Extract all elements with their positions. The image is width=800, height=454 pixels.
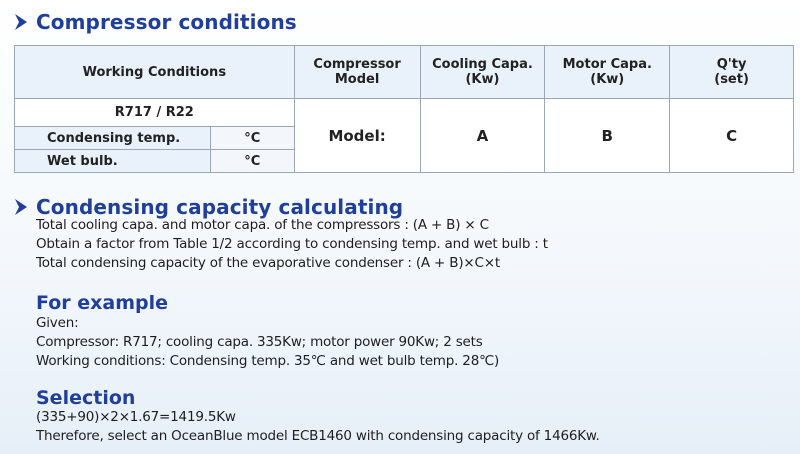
wet-bulb-unit: °C <box>210 150 294 173</box>
example-body <box>36 314 499 371</box>
section-heading-compressor <box>14 10 297 34</box>
cooling-capa-header: Cooling Capa. (Kw) <box>420 46 545 99</box>
condensing-temp-label: Condensing temp. <box>15 127 211 150</box>
selection-line: (335+90)×2×1.67=1419.5Kw <box>36 409 236 425</box>
compressor-model-header: Compressor Model <box>294 46 420 99</box>
cooling-value-cell: A <box>420 99 545 173</box>
calculating-title: Condensing capacity calculating <box>36 195 404 219</box>
qty-header: Q'ty (set) <box>670 46 794 99</box>
qty-value-cell: C <box>670 99 794 173</box>
selection-title: Selection <box>36 387 136 409</box>
working-conditions-header: Working Conditions <box>15 46 295 99</box>
selection-body <box>36 408 600 446</box>
arrow-bullet-icon <box>14 13 28 31</box>
motor-capa-header: Motor Capa. (Kw) <box>545 46 670 99</box>
refrigerant-cell: R717 / R22 <box>15 99 295 127</box>
model-cell: Model: <box>294 99 420 173</box>
calculating-line: Total condensing capacity of the evaporative condenser : (A + B)×C×t <box>36 255 500 271</box>
compressor-title: Compressor conditions <box>36 10 297 34</box>
example-line: Given: <box>36 315 79 331</box>
wet-bulb-label: Wet bulb. <box>15 150 211 173</box>
example-line: Working conditions: Condensing temp. 35℃ and wet bulb temp. 28℃) <box>36 353 500 369</box>
selection-line: Therefore, select an OceanBlue model ECB1460 with condensing capacity of 1466Kw. <box>36 428 600 444</box>
motor-value-cell: B <box>545 99 670 173</box>
compressor-conditions-table <box>14 45 794 173</box>
calculating-body <box>36 216 548 273</box>
example-line: Compressor: R717; cooling capa. 335Kw; motor power 90Kw; 2 sets <box>36 334 483 350</box>
calculating-line: Obtain a factor from Table 1/2 according to condensing temp. and wet bulb : t <box>36 236 548 252</box>
calculating-line: Total cooling capa. and motor capa. of the compressors : (A + B) × C <box>36 217 489 233</box>
example-title: For example <box>36 292 169 314</box>
condensing-temp-unit: °C <box>210 127 294 150</box>
arrow-bullet-icon <box>14 198 28 216</box>
